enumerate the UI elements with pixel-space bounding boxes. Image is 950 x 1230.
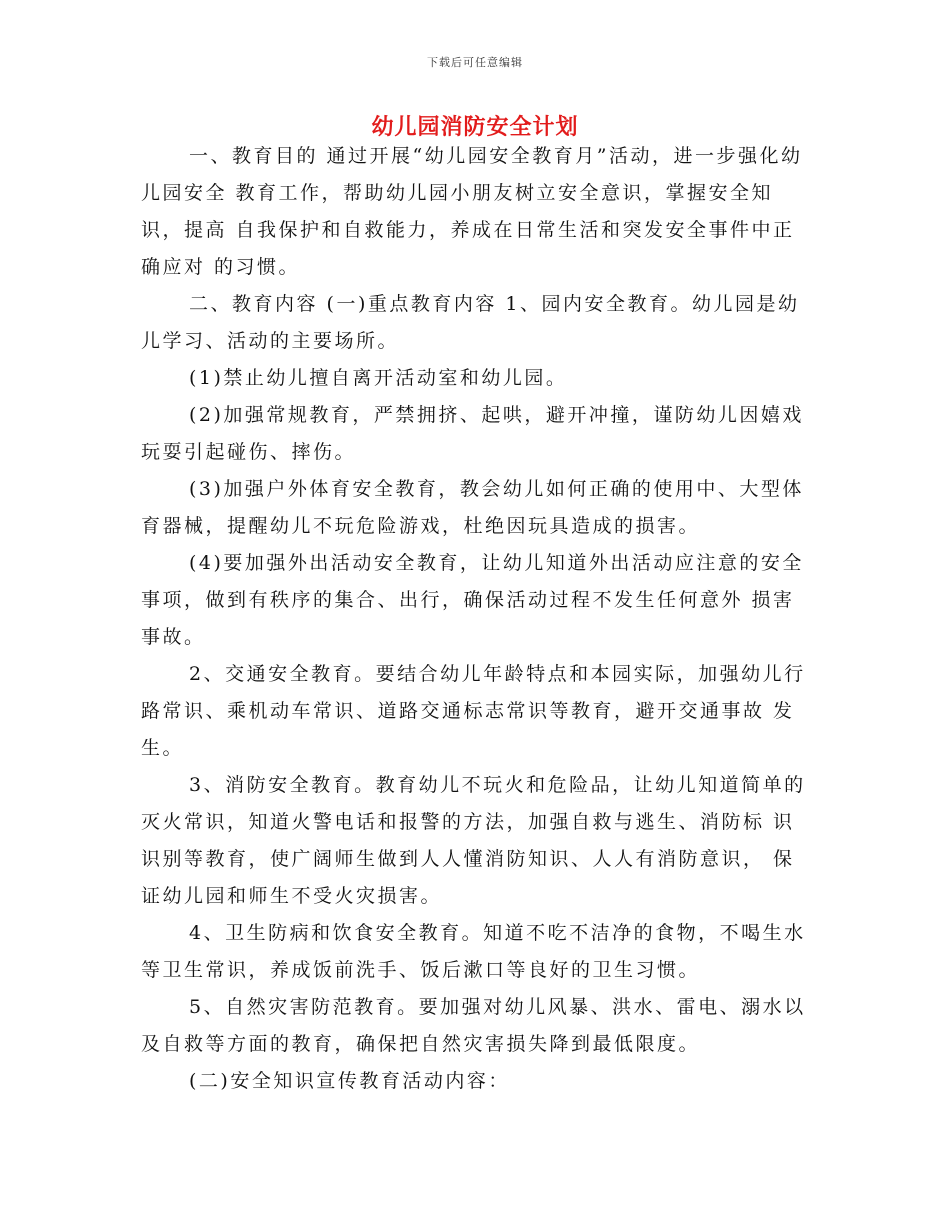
paragraph-disaster-prevention: 5、自然灾害防范教育。要加强对幼儿风暴、洪水、雷电、溺水以及自救等方面的教育，确保把自然灾害损失降到最低限度。 bbox=[141, 996, 806, 1055]
paragraph-item-3: (3)加强户外体育安全教育，教会幼儿如何正确的使用中、大型体育器械，提醒幼儿不玩危险游戏，杜绝因玩具造成的损害。 bbox=[141, 478, 804, 537]
paragraph-item-4: (4)要加强外出活动安全教育，让幼儿知道外出活动应注意的安全事项，做到有秩序的集合、出行，确保活动过程不发生任何意外 损害事故。 bbox=[141, 552, 804, 648]
paragraph-education-content: 二、教育内容 (一)重点教育内容 1、园内安全教育。幼儿园是幼儿学习、活动的主要场所。 bbox=[141, 293, 800, 352]
document-body bbox=[141, 138, 806, 1100]
paragraph-fire-safety: 3、消防安全教育。教育幼儿不玩火和危险品，让幼儿知道简单的灭火常识，知道火警电话和报警的方法，加强自救与逃生、消防标 识识别等教育，使广阔师生做到人人懂消防知识、人人有消防意识， 保证幼儿园和师生不受火灾损害。 bbox=[141, 774, 806, 907]
paragraph-education-goal: 一、教育目的 通过开展“幼儿园安全教育月”活动，进一步强化幼儿园安全 教育工作，帮助幼儿园小朋友树立安全意识，掌握安全知识，提高 自我保护和自救能力，养成在日常生活和突发安全事件中正确应对 的习惯。 bbox=[141, 145, 803, 278]
paragraph-hygiene-safety: 4、卫生防病和饮食安全教育。知道不吃不洁净的食物，不喝生水等卫生常识，养成饭前洗手、饭后漱口等良好的卫生习惯。 bbox=[141, 922, 806, 981]
document-title: 幼儿园消防安全计划 bbox=[371, 115, 579, 140]
paragraph-item-1: (1)禁止幼儿擅自离开活动室和幼儿园。 bbox=[189, 367, 568, 389]
paragraph-item-2: (2)加强常规教育，严禁拥挤、起哄，避开冲撞，谨防幼儿因嬉戏玩耍引起碰伤、摔伤。 bbox=[141, 404, 804, 463]
header-note: 下载后可任意编辑 bbox=[427, 56, 523, 69]
paragraph-publicity-activities: (二)安全知识宣传教育活动内容： bbox=[189, 1070, 510, 1092]
paragraph-traffic-safety: 2、交通安全教育。要结合幼儿年龄特点和本园实际，加强幼儿行路常识、乘机动车常识、道路交通标志常识等教育，避开交通事故 发生。 bbox=[141, 663, 806, 759]
